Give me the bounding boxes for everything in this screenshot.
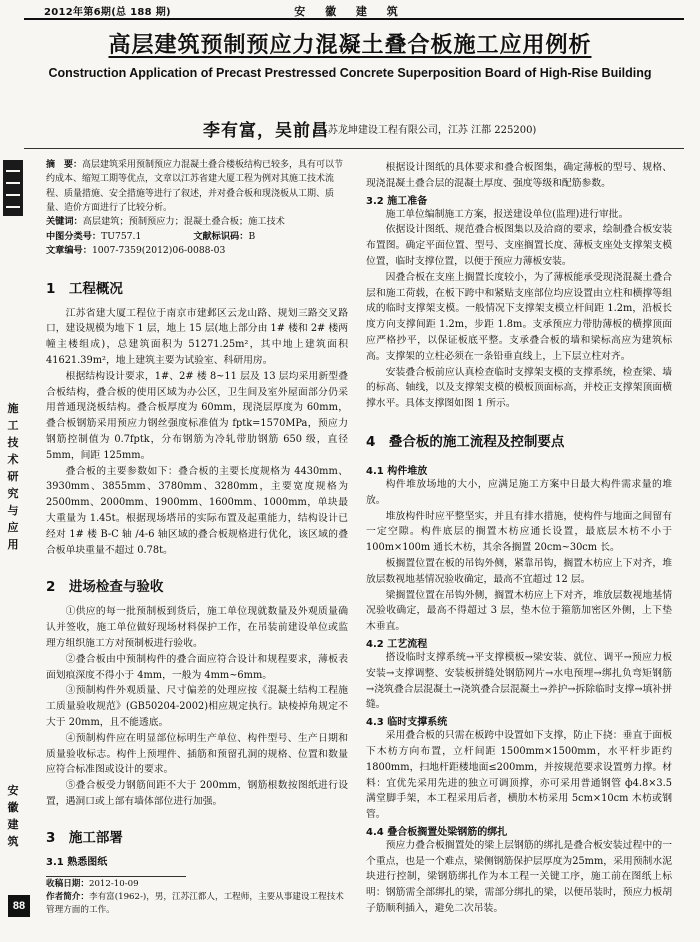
paragraph: 堆放构件时应平整坚实，并且有排水措施，使构件与地面之间留有一定空隙。构件底层的搁置木枋应通长设置，最底层木枋不小于 100m×100m 通长木枋，其余各搁置 20cm~30cm 长。 (366, 510, 672, 554)
side-journal: 安徽建筑 (7, 784, 19, 848)
paragraph: 梁搁置位置在吊钩外侧，搁置木枋应上下对齐，堆放层数视地基情况验收确定，最高不得超过 3 层，垫木位于箍筋加密区外侧，上下垫木垂直。 (366, 589, 672, 633)
header-rule (24, 18, 684, 20)
issue-info: 2012年第6期(总 188 期) (44, 7, 171, 18)
left-column (46, 158, 348, 868)
paragraph: ③预制构件外观质量、尺寸偏差的处理应按《混凝土结构工程施工质量验收规范》(GB50204-2002)相应规定执行。缺棱掉角规定不大于 20mm，且不能透底。 (46, 685, 348, 729)
classification: 中图分类号：TU757.1 文献标识码：B (46, 230, 256, 242)
title-chinese: 高层建筑预制预应力混凝土叠合板施工应用例析 (108, 33, 592, 58)
subsection-heading: 3.1 熟悉图纸 (46, 856, 108, 868)
authors: 李有富，吴前昌 (203, 121, 329, 141)
paragraph: 构件堆放场地的大小，应满足施工方案中日最大构件需求量的堆放。 (366, 478, 672, 506)
keywords: 关键词：高层建筑；预制预应力；混凝土叠合板；施工技术 (46, 216, 285, 228)
footnote: 收稿日期：2012-10-09 作者简介：李有富(1962-)，男，江苏江都人，工程师，主要从事建设工程技术管理方面的工作。 (46, 879, 344, 915)
subsection-heading: 4.1 构件堆放 (366, 465, 428, 477)
column-category: 施工技术研究与应用 (7, 402, 19, 551)
paragraph: 预应力叠合板搁置处的梁上层钢筋的绑扎是叠合板安装过程中的一个重点，也是一个难点，梁侧钢筋保护层厚度为25mm，采用预制水泥块进行控制，梁钢筋绑扎作为本工程一关键工序，施工前在图纸上标明：钢筋需全部绑扎的梁，需部分绑扎的梁，以便吊装时，预应力板胡子筋顺利插入，避免二次吊装。 (366, 839, 672, 915)
journal-name: 安 徽 建 筑 (294, 5, 406, 18)
section-1-heading: 1 工程概况 (46, 280, 123, 297)
section-2-heading: 2 进场检查与验收 (46, 579, 164, 596)
paragraph: 板搁置位置在板的吊钩外侧，紧靠吊钩，搁置木枋应上下对齐，堆放层数视地基情况验收确定，最高不宜超过 12 层。 (366, 557, 672, 585)
paragraph: ⑤叠合板受力钢筋间距不大于 200mm，钢筋根数按图纸进行设置，遇洞口或上部有墙体部位进行加强。 (46, 780, 348, 807)
abstract-marker-icon (3, 160, 23, 216)
title-rule (24, 148, 684, 149)
paragraph: 安装叠合板前应认真检查临时支撑架支模的支撑系统，检查梁、墙的标高、轴线，以及支撑架支模的模板顶面标高，并校正支撑架顶面横撑水平。具体支撑图如图 1 所示。 (366, 366, 672, 410)
page-number: 88 (8, 895, 30, 917)
title-english: Construction Application of Precast Prestressed Concrete Superposition Board of High-Rise Building (48, 66, 652, 80)
paragraph: 施工单位编制施工方案，报送建设单位(监理)进行审批。 (385, 208, 629, 220)
abstract: 摘 要：高层建筑采用预制预应力混凝土叠合楼板结构已较多，具有可以节约成本、缩短工期等优点，文章以江苏省建大厦工程为例对其施工技术流程、质量措施、安全措施等进行了叙述，并对叠合板和现浇板从工期、质量、造价方面进行了比较分析。 (46, 160, 344, 213)
paragraph: 根据设计图纸的具体要求和叠合板图集，确定薄板的型号、规格、现浇混凝土叠合层的混凝土厚度、强度等级和配筋参数。 (366, 162, 672, 189)
footnote-rule (46, 876, 186, 877)
subsection-heading: 3.2 施工准备 (366, 195, 428, 207)
subsection-heading: 4.4 叠合板搁置处梁钢筋的绑扎 (366, 826, 508, 838)
subsection-heading: 4.3 临时支撑系统 (366, 717, 448, 729)
paragraph: ④预制构件应在明显部位标明生产单位、构件型号、生产日期和质量验收标志。构件上预埋件、插筋和预留孔洞的规格、位置和数量应符合标准图或设计的要求。 (46, 732, 348, 776)
paragraph: ②叠合板由中预制构件的叠合面应符合设计和规程要求，薄板表面划痕深度不得小于 4mm，一般为 4mm~6mm。 (46, 653, 348, 681)
section-3-heading: 3 施工部署 (46, 829, 123, 846)
paragraph: 依据设计图纸、规范叠合板图集以及洽商的要求，绘制叠合板安装布置图。确定平面位置、型号、支座搁置长度、薄板支座处支撑架支模位置，临时支撑位置，以便于预应力薄板安装。 (366, 224, 672, 267)
paragraph: 根据结构设计要求，1#、2# 楼 8~11 层及 13 层均采用新型叠合板结构，叠合板的使用区域为办公区，卫生间及室外屋面部分仍采用普通现浇板结构。叠合板厚度为 60mm，现浇层厚度为 60mm，叠合板钢筋采用预应力钢丝强度标准值为 fptk=1570MPa，预应力钢筋控制值为 0.7fptk，分布钢筋为冷轧带肋钢筋 650 级，直径 5mm，间距 125mm。 (46, 370, 348, 461)
affiliation: (江苏龙坤建设工程有限公司，江苏 江都 225200) (314, 125, 537, 136)
paragraph: ①供应的每一批预制板到货后，施工单位现就数量及外观质量确认并签收，施工单位做好现场材料保护工作，在吊装前建设单位或监理方组织施工方对预制板进行验收。 (46, 606, 348, 650)
paragraph: 因叠合板在支座上搁置长度较小，为了薄板能承受现浇混凝土叠合层和施工荷载，在板下跨中和紧贴支座部位均应设置由立柱和横撑等组成的临时支撑架支模。一般情况下支撑架支模立杆间距 1.2m，沿板长度方向支撑间距 1.2m，步距 1.8m。支承预应力带肋薄板的横撑顶面应严格抄平，以保证板底平整。支承叠合板的墙和梁标高应为建筑标高。支撑架的立柱必须在一条铅垂直线上，上下层立柱对齐。 (366, 271, 672, 362)
paragraph: 搭设临时支撑系统→平支撑模板→梁安装、就位、调平→预应力板安装→支撑调整、安装板拼缝处钢筋网片→水电预埋→绑扎负弯矩钢筋→浇筑叠合层混凝土→浇筑叠合层混凝土→养护→拆除临时支撑→填补拼缝。 (366, 651, 672, 711)
section-4-heading: 4 叠合板的施工流程及控制要点 (366, 433, 565, 450)
paragraph: 采用叠合板的只需在板跨中设置如下支撑，防止下挠：垂直于面板下木枋方向布置，立杆间距 1500mm×1500mm，水平杆步距约 1800mm，扫地杆距楼地面≤200mm，并按规范要求设置剪力撑。材料：宜优先采用先进的独立可调顶撑，亦可采用普通钢管 ф4.8×3.5 满堂脚手架，本工程采用后者，横肋木枋采用 5cm×10cm 木枋或钢管。 (366, 730, 672, 821)
paragraph: 江苏省建大厦工程位于南京市建邺区云龙山路、规划三路交叉路口，建设规模为地下 1 层，地上 15 层(地上部分由 1# 楼和 2# 楼两幢主楼组成)，总建筑面积为 51271.25m²，其中地上建筑面积 41621.39m²，地上建筑主要为试验室、科研用房。 (46, 307, 348, 367)
article-number: 文章编号：1007-7359(2012)06-0088-03 (46, 245, 226, 257)
paragraph: 叠合板的主要参数如下：叠合板的主要长度规格为 4430mm、3930mm、3855mm、3780mm、3280mm，主要宽度规格为 2500mm、2000mm、1900mm、1600mm、1000mm，单块最大重量为 1.45t。根据现场塔吊的实际布置及起重能力，结构设计已经对 1# 楼 B-C 轴 /4-6 轴区域的叠合板规格进行优化，该区域的叠合板单块重量不超过 0.78t。 (46, 465, 348, 556)
right-column (366, 160, 672, 917)
subsection-heading: 4.2 工艺流程 (366, 638, 428, 650)
